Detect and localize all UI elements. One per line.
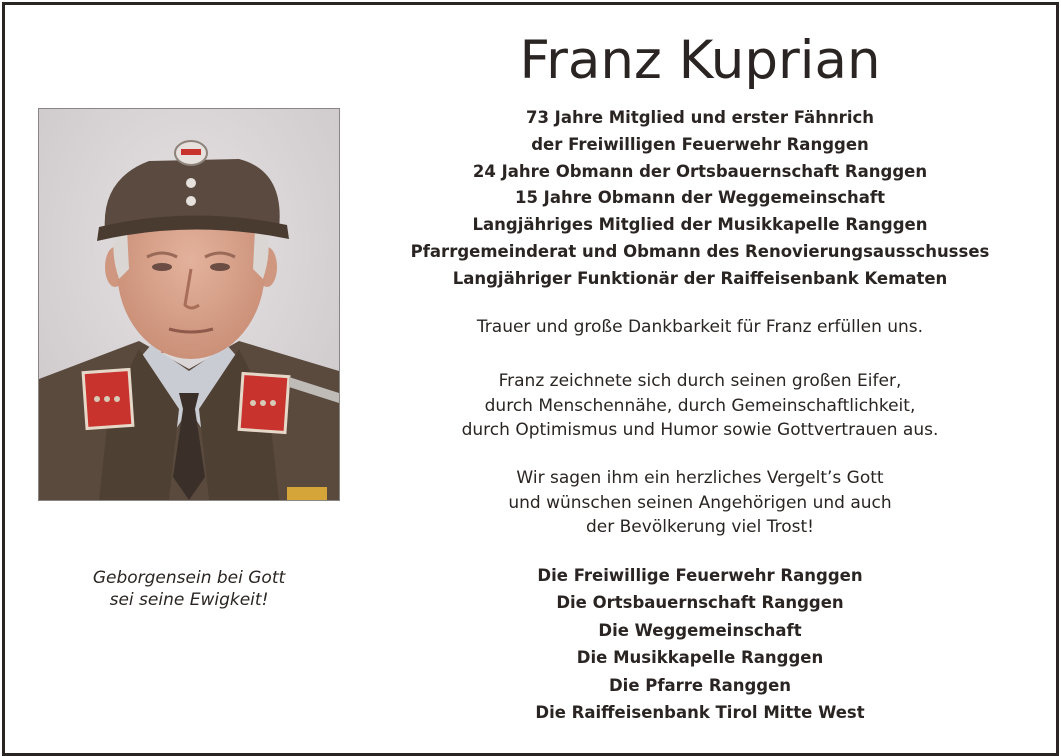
paragraph-line: Franz zeichnete sich durch seinen großen Eifer, — [498, 371, 902, 391]
signer-line: Die Musikkapelle Ranggen — [576, 648, 824, 668]
signer-line: Die Ortsbauernschaft Ranggen — [556, 593, 844, 613]
paragraph-line: Wir sagen ihm ein herzliches Vergelt’s Gott — [516, 468, 884, 488]
signer-line: Die Freiwillige Feuerwehr Ranggen — [537, 566, 863, 585]
signers-list — [378, 562, 1022, 726]
deceased-name: Franz Kuprian — [519, 30, 881, 91]
signer-line: Die Pfarre Ranggen — [608, 675, 792, 695]
paragraph-gratitude — [378, 315, 1022, 340]
roles-list — [378, 105, 1022, 293]
role-line: 24 Jahre Obmann der Ortsbauernschaft Ranggen — [472, 161, 928, 181]
motto — [40, 567, 338, 611]
role-line: 15 Jahre Obmann der Weggemeinschaft — [514, 188, 886, 208]
signer-line: Die Raiffeisenbank Tirol Mitte West — [535, 703, 865, 723]
signer-line: Die Weggemeinschaft — [598, 620, 802, 640]
role-line: Langjähriges Mitglied der Musikkapelle Ranggen — [472, 215, 928, 235]
paragraph-line: der Bevölkerung viel Trost! — [586, 517, 814, 537]
portrait-photo — [38, 108, 340, 501]
role-line: 73 Jahre Mitglied und erster Fähnrich — [525, 108, 875, 127]
paragraph-tribute — [378, 369, 1022, 443]
role-line: der Freiwilligen Feuerwehr Ranggen — [531, 134, 869, 154]
role-line: Langjähriger Funktionär der Raiffeisenbank Kematen — [452, 268, 948, 288]
paragraph-thanks — [378, 466, 1022, 540]
paragraph-line: und wünschen seinen Angehörigen und auch — [508, 492, 892, 513]
paragraph-line: durch Menschennähe, durch Gemeinschaftlichkeit, — [484, 395, 916, 416]
motto-line: Geborgensein bei Gott — [92, 568, 286, 588]
paragraph-line: durch Optimismus und Humor sowie Gottvertrauen aus. — [461, 420, 939, 440]
paragraph-line: Trauer und große Dankbarkeit für Franz erfüllen uns. — [476, 317, 924, 337]
role-line: Pfarrgemeinderat und Obmann des Renovierungsausschusses — [410, 241, 990, 261]
motto-line: sei seine Ewigkeit! — [109, 590, 269, 610]
